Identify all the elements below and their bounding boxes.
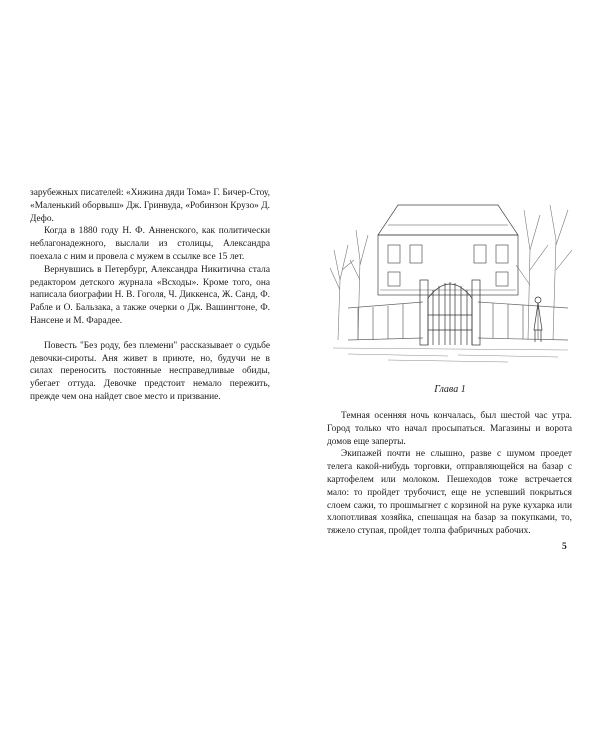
ground [333,348,568,362]
right-paragraph-2: Экипажей почти не слышно, разве с шумом проедет телега какой-нибудь торговки, отправляющейся на базар с картофелем или молоком. Пешеходов тоже встречается мало: то пройдет трубочист, еще не успевший покрыться слоем сажи, то прошмыгнет с корзиной на руке кухарка или хлопотливая хозяйка, спешащая на базар за покупками, то, тяжело ступая, пройдет толпа фабричных рабочих. [327,449,572,537]
house-gate-illustration [328,190,574,370]
left-paragraph-3: Вернувшись в Петербург, Александра Никитична стала редактором детского журнала «Всходы». Кроме того, она написала биографии Н. В. Гоголя, Ч. Диккенса, Ж. Санд, Ф. Рабле и О. Бальзака, а также очерки о Дж. Вашингтоне, Ф. Нансене и М. Фарадее. [30,264,270,326]
right-text-column [327,410,572,538]
page-number: 5 [562,542,567,552]
left-text-column [30,187,270,404]
left-paragraph-2: Когда в 1880 году Н. Ф. Анненского, как политически неблагонадежного, выслали из столицы, Александра поехала с ним и провела с мужем в ссылке все 15 лет. [30,226,270,262]
chapter-title: Глава 1 [434,384,466,395]
right-page [300,0,600,750]
house [378,205,518,295]
tree-right [516,205,572,340]
tree-left [330,230,368,340]
left-paragraph-1: зарубежных писателей: «Хижина дяди Тома» Г. Бичер-Стоу, «Маленький оборвыш» Дж. Гринвуда, «Робинзон Крузо» Д. Дефо. [30,188,270,224]
left-paragraph-4: Повесть "Без роду, без племени" рассказывает о судьбе девочки-сироты. Аня живет в приюте, но, будучи не в силах переносить постоянные несправедливые обиды, убегает оттуда. Девочке предстоит немало пережить, прежде чем она найдет свое место и призвание. [30,340,270,402]
right-paragraph-1: Темная осенняя ночь кончалась, был шестой час утра. Город только что начал просыпаться. Магазины и ворота домов еще заперты. [327,411,572,447]
